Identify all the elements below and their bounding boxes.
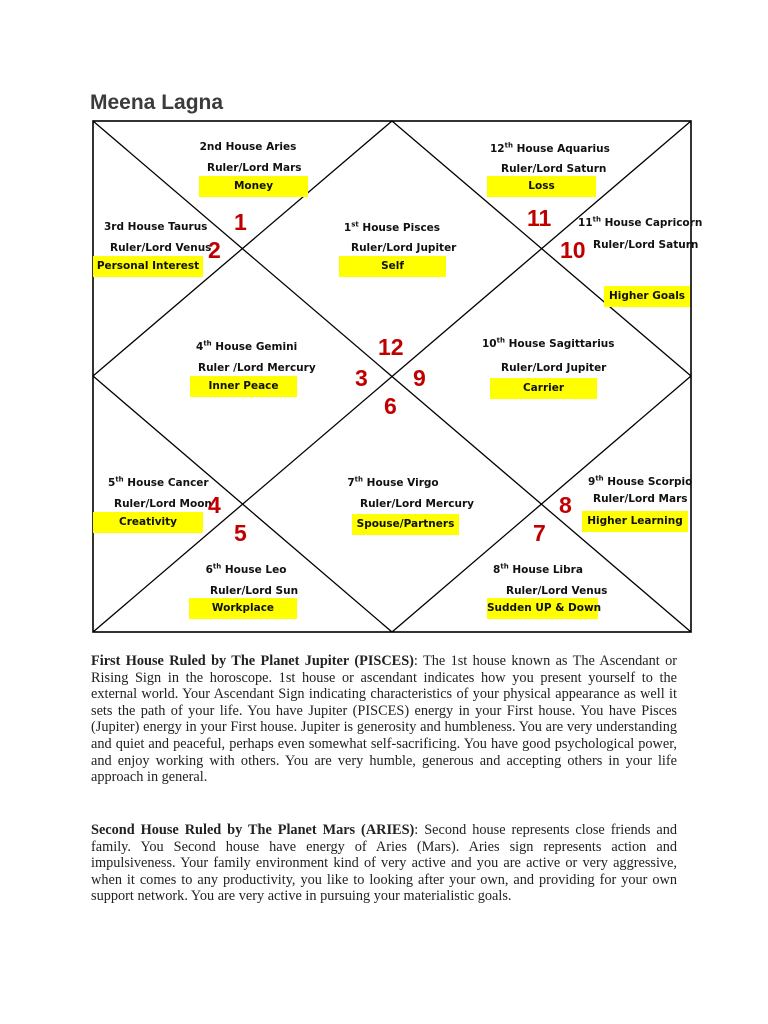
- house-2-label: Money: [199, 176, 308, 197]
- house-11-label: Higher Goals: [604, 286, 690, 307]
- house-7-title: 7th House Virgo: [347, 475, 439, 489]
- house-10-title: 10th House Sagittarius: [482, 336, 615, 350]
- house-7-label: Spouse/Partners: [352, 514, 459, 535]
- paragraph-heading: First House Ruled by The Planet Jupiter (PISCES): [91, 653, 414, 669]
- house-3-title: 3rd House Taurus: [104, 221, 208, 233]
- house-3-ruler: Ruler/Lord Venus: [110, 242, 212, 254]
- sign-number-12: 12: [378, 334, 404, 360]
- sign-number-5: 5: [234, 520, 247, 546]
- house-4-ruler: Ruler /Lord Mercury: [198, 362, 316, 374]
- house-9-ruler: Ruler/Lord Mars: [593, 493, 688, 505]
- sign-number-8: 8: [559, 492, 572, 518]
- sign-number-4: 4: [208, 492, 221, 518]
- house-4-label: Inner Peace: [190, 376, 297, 397]
- house-7-ruler: Ruler/Lord Mercury: [360, 498, 475, 510]
- house-8-ruler: Ruler/Lord Venus: [506, 585, 608, 597]
- sign-number-11: 11: [527, 205, 552, 231]
- house-3-label: Personal Interest: [93, 256, 203, 277]
- page-title: Meena Lagna: [90, 91, 224, 114]
- house-6-title: 6th House Leo: [205, 562, 287, 576]
- house-1-label: Self: [339, 256, 446, 277]
- house-6-ruler: Ruler/Lord Sun: [210, 585, 299, 597]
- sign-number-2: 2: [208, 237, 221, 263]
- sign-number-6: 6: [384, 393, 397, 419]
- house-10-ruler: Ruler/Lord Jupiter: [501, 362, 607, 374]
- paragraph-body: : Second house represents close friends and family. You Second house have energy of Aries (Mars). Aries sign represents action and impulsiveness. Your family environment kind of very active and you are active or very aggressive, when it comes to any productivity, you like to looking after your own, and providing for your own support network. You are very active in pursuing your materialistic goals.: [91, 822, 677, 905]
- house-9-title: 9th House Scorpio: [588, 474, 693, 488]
- house-8-title: 8th House Libra: [493, 562, 583, 576]
- house-10-label: Carrier: [490, 378, 597, 399]
- sign-number-3: 3: [355, 365, 368, 391]
- house-4-title: 4th House Gemini: [196, 339, 298, 353]
- sign-number-7: 7: [533, 520, 546, 546]
- house-1-title: 1st House Pisces: [343, 220, 441, 234]
- paragraph-heading: Second House Ruled by The Planet Mars (ARIES): [91, 822, 415, 838]
- house-2-title: 2nd House Aries: [199, 141, 297, 153]
- sign-number-9: 9: [413, 365, 426, 391]
- paragraph-second-house: [91, 822, 677, 905]
- sign-number-10: 10: [560, 237, 586, 263]
- house-6-label: Workplace: [189, 598, 297, 619]
- house-5-label: Creativity: [93, 512, 203, 533]
- house-9-label: Higher Learning: [582, 511, 688, 532]
- house-1-ruler: Ruler/Lord Jupiter: [351, 242, 457, 254]
- house-2-ruler: Ruler/Lord Mars: [207, 162, 302, 174]
- house-12-ruler: Ruler/Lord Saturn: [501, 163, 607, 175]
- paragraph-first-house: [91, 653, 677, 786]
- house-12-label: Loss: [487, 176, 596, 197]
- house-12-title: 12th House Aquarius: [490, 141, 610, 155]
- paragraph-body: : The 1st house known as The Ascendant or Rising Sign in the horoscope. 1st house or ascendant indicates how you present yourself to the external world. Your Ascendant Sign indicating characteristics of your physical appearance as well it sets the path of your life. You have Jupiter (PISCES) energy in your First house. You have Pisces (Jupiter) energy in your First house. Jupiter is generosity and humbleness. You are very understanding and quiet and peaceful, perhaps even somewhat self-sacrificing. You have good psychological power, and enjoy working with others. You are very humble, generous and accepting others in your life approach in general.: [91, 653, 677, 786]
- house-11-ruler: Ruler/Lord Saturn: [593, 239, 699, 251]
- house-11-title: 11th House Capricorn: [578, 215, 703, 229]
- house-5-title: 5th House Cancer: [108, 475, 209, 489]
- house-5-ruler: Ruler/Lord Moon: [114, 498, 212, 510]
- house-8-label: Sudden UP & Down: [487, 598, 598, 619]
- sign-number-1: 1: [234, 209, 247, 235]
